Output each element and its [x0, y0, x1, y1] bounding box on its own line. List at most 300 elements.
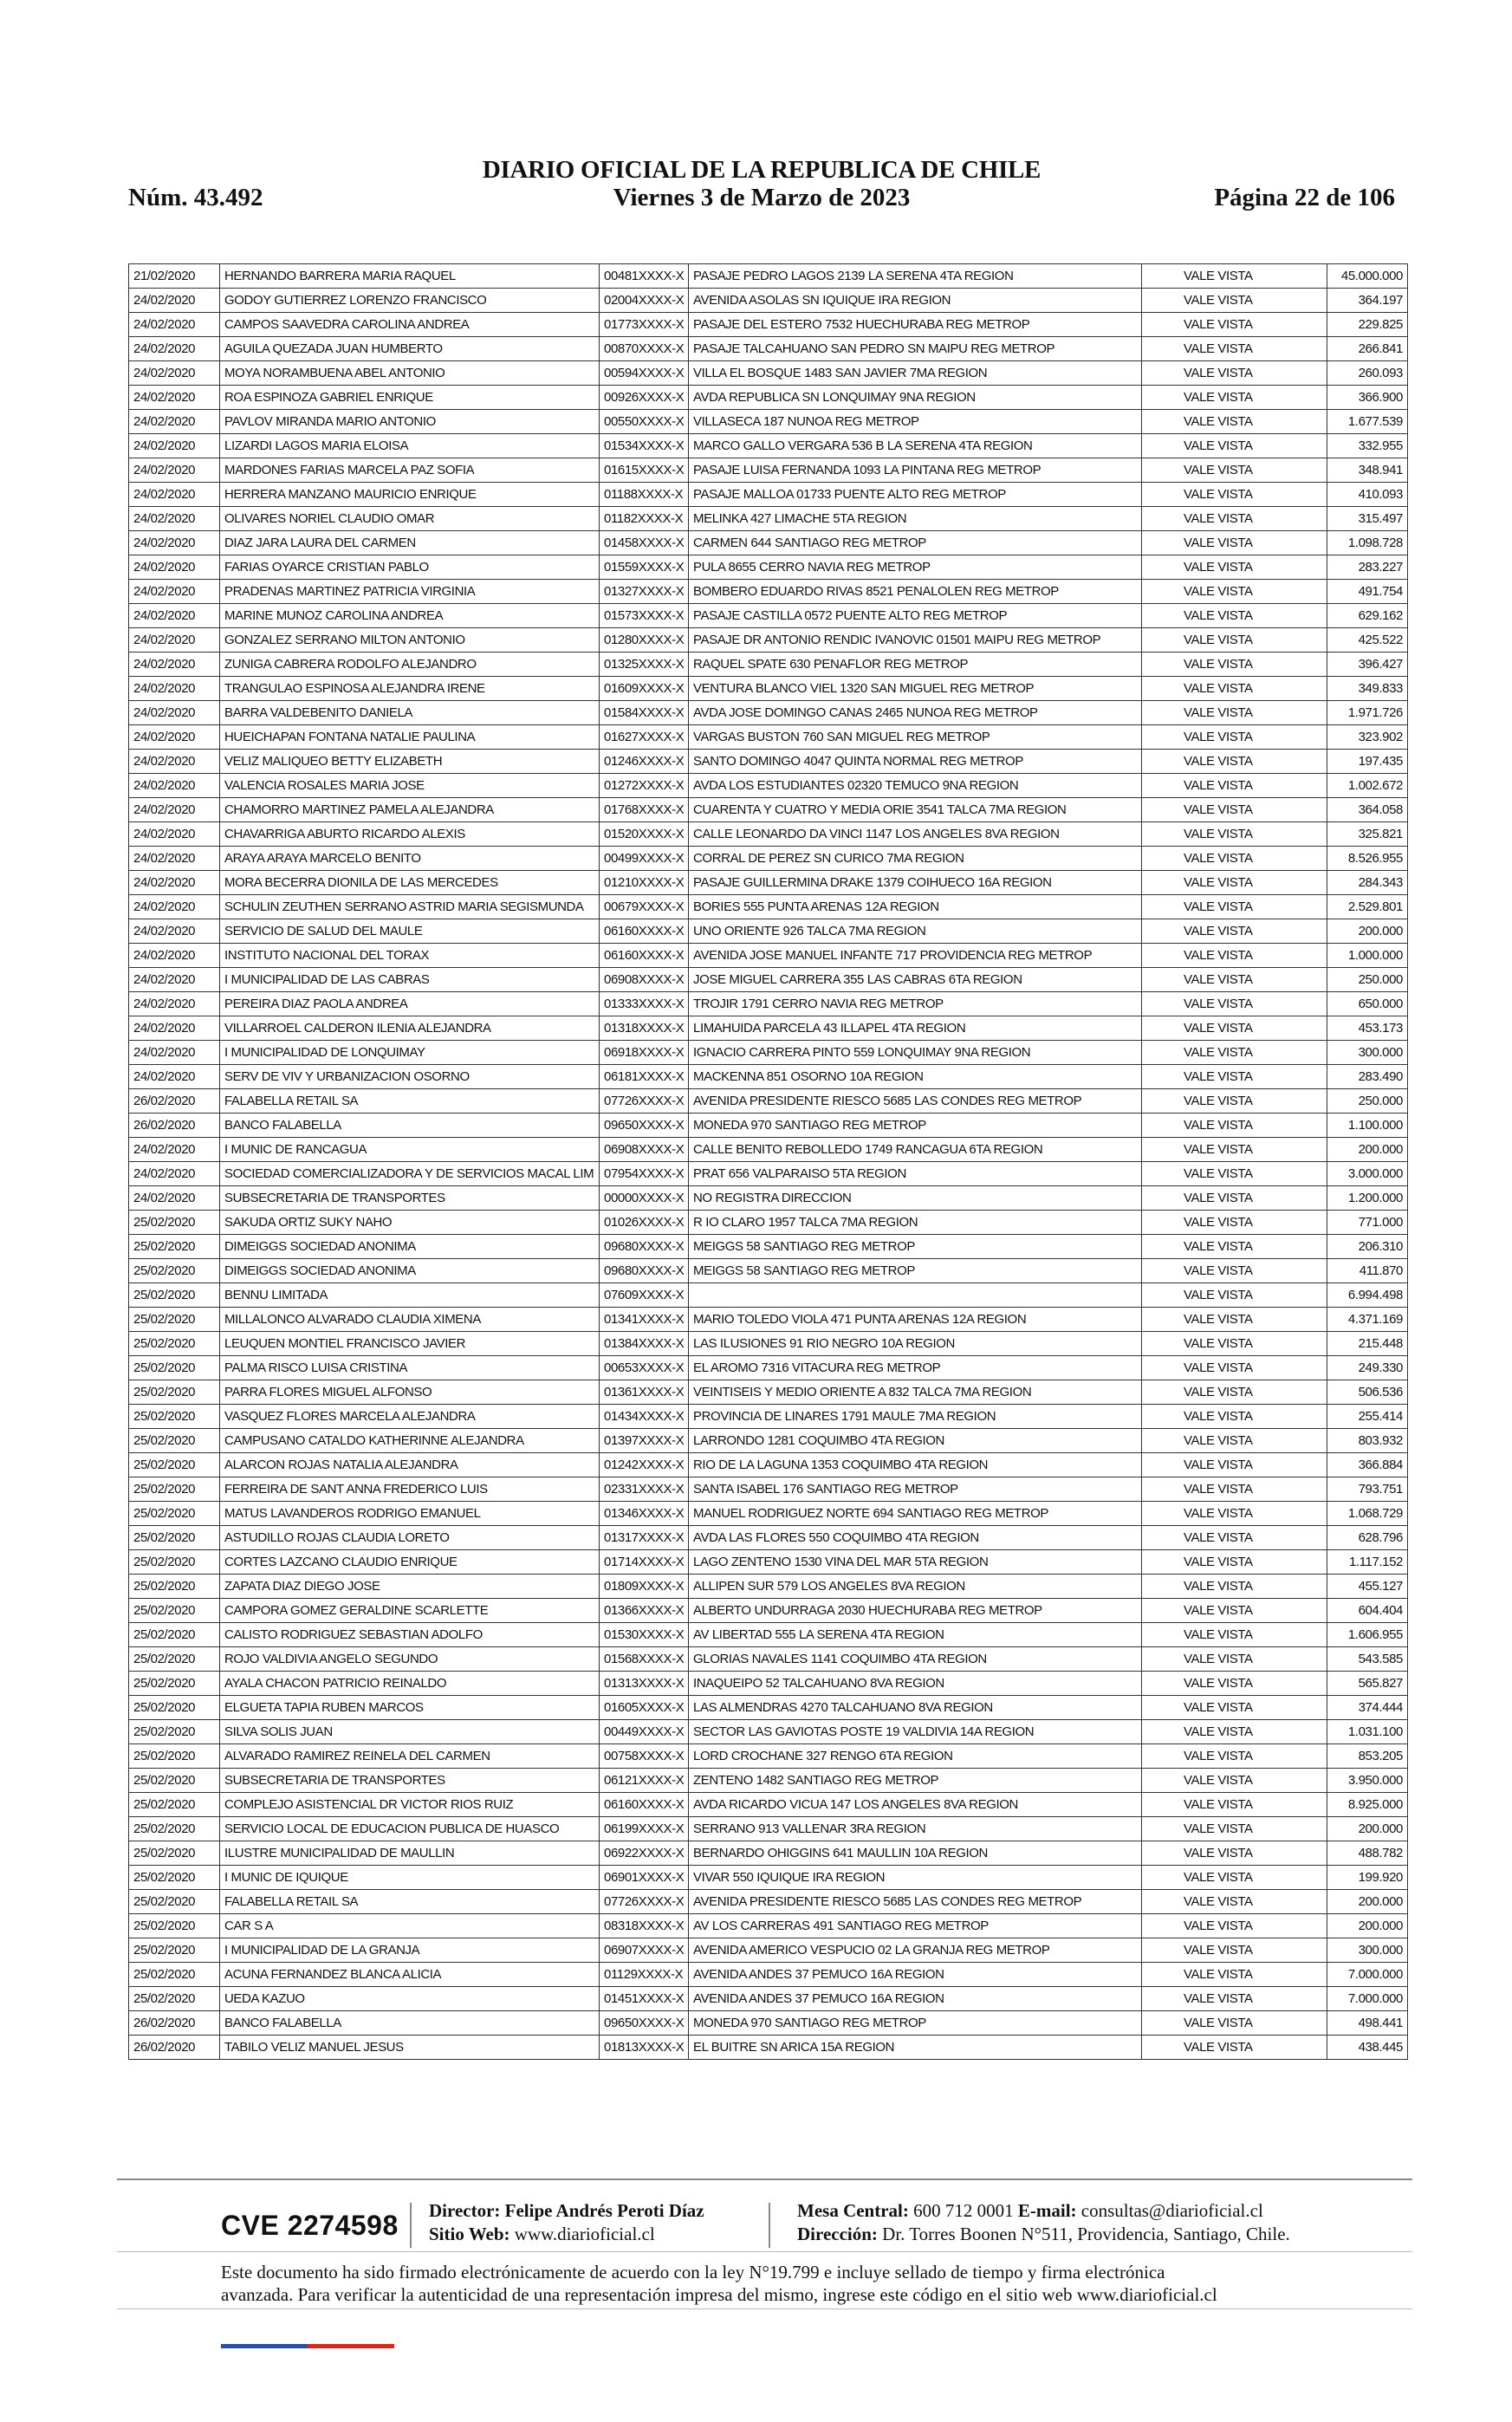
amount-cell: 506.536 — [1327, 1380, 1408, 1405]
rut-cell: 01520XXXX-X — [600, 822, 689, 847]
rut-cell: 01313XXXX-X — [600, 1672, 689, 1696]
amount-cell: 396.427 — [1327, 653, 1408, 677]
table-row — [129, 337, 1408, 361]
name-cell: I MUNIC DE RANCAGUA — [220, 1138, 600, 1162]
rut-cell: 06121XXXX-X — [600, 1769, 689, 1793]
address-cell: GLORIAS NAVALES 1141 COQUIMBO 4TA REGION — [689, 1647, 1142, 1672]
name-cell: CHAMORRO MARTINEZ PAMELA ALEJANDRA — [220, 798, 600, 822]
rut-cell: 06908XXXX-X — [600, 1138, 689, 1162]
payment-type-cell: VALE VISTA — [1142, 337, 1327, 361]
address-cell: EL AROMO 7316 VITACURA REG METROP — [689, 1356, 1142, 1380]
date-cell: 25/02/2020 — [129, 1793, 220, 1817]
name-cell: BANCO FALABELLA — [220, 1114, 600, 1138]
amount-cell: 411.870 — [1327, 1259, 1408, 1283]
name-cell: DIAZ JARA LAURA DEL CARMEN — [220, 531, 600, 555]
date-cell: 25/02/2020 — [129, 1866, 220, 1890]
address-cell: AVENIDA PRESIDENTE RIESCO 5685 LAS CONDES REG METROP — [689, 1890, 1142, 1914]
name-cell: ZUNIGA CABRERA RODOLFO ALEJANDRO — [220, 653, 600, 677]
name-cell: CAMPUSANO CATALDO KATHERINNE ALEJANDRA — [220, 1429, 600, 1453]
rut-cell: 01182XXXX-X — [600, 507, 689, 531]
date-cell: 24/02/2020 — [129, 992, 220, 1016]
table-row — [129, 1283, 1408, 1308]
amount-cell: 255.414 — [1327, 1405, 1408, 1429]
name-cell: SILVA SOLIS JUAN — [220, 1720, 600, 1744]
date-cell: 25/02/2020 — [129, 1890, 220, 1914]
site-label: Sitio Web: — [429, 2224, 510, 2244]
table-row — [129, 1502, 1408, 1526]
address-cell: MONEDA 970 SANTIAGO REG METROP — [689, 2011, 1142, 2036]
rut-cell: 00870XXXX-X — [600, 337, 689, 361]
date-cell: 25/02/2020 — [129, 1599, 220, 1623]
table-row — [129, 1744, 1408, 1769]
amount-cell: 7.000.000 — [1327, 1963, 1408, 1987]
name-cell: GONZALEZ SERRANO MILTON ANTONIO — [220, 628, 600, 653]
rut-cell: 01318XXXX-X — [600, 1016, 689, 1041]
name-cell: PALMA RISCO LUISA CRISTINA — [220, 1356, 600, 1380]
rut-cell: 07609XXXX-X — [600, 1283, 689, 1308]
date-cell: 24/02/2020 — [129, 774, 220, 798]
date-cell: 24/02/2020 — [129, 944, 220, 968]
payment-type-cell: VALE VISTA — [1142, 628, 1327, 653]
payment-type-cell: VALE VISTA — [1142, 992, 1327, 1016]
rut-cell: 00499XXXX-X — [600, 847, 689, 871]
rut-cell: 06160XXXX-X — [600, 944, 689, 968]
amount-cell: 565.827 — [1327, 1672, 1408, 1696]
payment-type-cell: VALE VISTA — [1142, 822, 1327, 847]
rut-cell: 01210XXXX-X — [600, 871, 689, 895]
table-row — [129, 1720, 1408, 1744]
table-row — [129, 1065, 1408, 1089]
rut-cell: 06918XXXX-X — [600, 1041, 689, 1065]
payment-type-cell: VALE VISTA — [1142, 774, 1327, 798]
address-cell: AVENIDA PRESIDENTE RIESCO 5685 LAS CONDES REG METROP — [689, 1089, 1142, 1114]
address-cell: BOMBERO EDUARDO RIVAS 8521 PENALOLEN REG METROP — [689, 580, 1142, 604]
amount-cell: 803.932 — [1327, 1429, 1408, 1453]
date-cell: 26/02/2020 — [129, 2011, 220, 2036]
table-row — [129, 1550, 1408, 1575]
address-cell: TROJIR 1791 CERRO NAVIA REG METROP — [689, 992, 1142, 1016]
name-cell: I MUNICIPALIDAD DE LAS CABRAS — [220, 968, 600, 992]
table-row — [129, 264, 1408, 289]
name-cell: MORA BECERRA DIONILA DE LAS MERCEDES — [220, 871, 600, 895]
page-number: Página 22 de 106 — [1214, 184, 1395, 211]
name-cell: CHAVARRIGA ABURTO RICARDO ALEXIS — [220, 822, 600, 847]
publication-title: DIARIO OFICIAL DE LA REPUBLICA DE CHILE — [482, 156, 1042, 184]
amount-cell: 650.000 — [1327, 992, 1408, 1016]
date-cell: 25/02/2020 — [129, 1502, 220, 1526]
address-cell: AVDA LOS ESTUDIANTES 02320 TEMUCO 9NA REGION — [689, 774, 1142, 798]
amount-cell: 488.782 — [1327, 1841, 1408, 1866]
rut-cell: 01609XXXX-X — [600, 677, 689, 701]
amount-cell: 45.000.000 — [1327, 264, 1408, 289]
payment-type-cell: VALE VISTA — [1142, 1502, 1327, 1526]
table-row — [129, 822, 1408, 847]
address-cell: CARMEN 644 SANTIAGO REG METROP — [689, 531, 1142, 555]
name-cell: I MUNIC DE IQUIQUE — [220, 1866, 600, 1890]
date-cell: 25/02/2020 — [129, 1380, 220, 1405]
amount-cell: 498.441 — [1327, 2011, 1408, 2036]
table-row — [129, 919, 1408, 944]
amount-cell: 7.000.000 — [1327, 1987, 1408, 2011]
table-row — [129, 580, 1408, 604]
address-cell: VIVAR 550 IQUIQUE IRA REGION — [689, 1866, 1142, 1890]
address-cell: LARRONDO 1281 COQUIMBO 4TA REGION — [689, 1429, 1142, 1453]
director-label: Director: — [429, 2200, 501, 2221]
address-cell: AV LIBERTAD 555 LA SERENA 4TA REGION — [689, 1623, 1142, 1647]
payment-type-cell: VALE VISTA — [1142, 555, 1327, 580]
date-cell: 25/02/2020 — [129, 1283, 220, 1308]
address-cell: PASAJE DR ANTONIO RENDIC IVANOVIC 01501 MAIPU REG METROP — [689, 628, 1142, 653]
site-link[interactable]: www.diarioficial.cl — [514, 2224, 655, 2244]
name-cell: AYALA CHACON PATRICIO REINALDO — [220, 1672, 600, 1696]
payment-type-cell: VALE VISTA — [1142, 386, 1327, 410]
table-row — [129, 386, 1408, 410]
payment-type-cell: VALE VISTA — [1142, 1841, 1327, 1866]
table-row — [129, 1186, 1408, 1211]
rut-cell: 00000XXXX-X — [600, 1186, 689, 1211]
director-name: Felipe Andrés Peroti Díaz — [504, 2200, 704, 2221]
date-cell: 25/02/2020 — [129, 1526, 220, 1550]
name-cell: DIMEIGGS SOCIEDAD ANONIMA — [220, 1235, 600, 1259]
date-cell: 26/02/2020 — [129, 1089, 220, 1114]
payment-type-cell: VALE VISTA — [1142, 1356, 1327, 1380]
date-cell: 25/02/2020 — [129, 1696, 220, 1720]
rut-cell: 01627XXXX-X — [600, 725, 689, 750]
address-cell: UNO ORIENTE 926 TALCA 7MA REGION — [689, 919, 1142, 944]
payment-type-cell: VALE VISTA — [1142, 1890, 1327, 1914]
rut-cell: 00758XXXX-X — [600, 1744, 689, 1769]
name-cell: SAKUDA ORTIZ SUKY NAHO — [220, 1211, 600, 1235]
date-cell: 24/02/2020 — [129, 628, 220, 653]
amount-cell: 8.925.000 — [1327, 1793, 1408, 1817]
table-row — [129, 653, 1408, 677]
payment-type-cell: VALE VISTA — [1142, 483, 1327, 507]
amount-cell: 349.833 — [1327, 677, 1408, 701]
name-cell: COMPLEJO ASISTENCIAL DR VICTOR RIOS RUIZ — [220, 1793, 600, 1817]
address-cell: SANTO DOMINGO 4047 QUINTA NORMAL REG METROP — [689, 750, 1142, 774]
name-cell: GODOY GUTIERREZ LORENZO FRANCISCO — [220, 289, 600, 313]
rut-cell: 07726XXXX-X — [600, 1089, 689, 1114]
records-table-container — [128, 263, 1403, 2060]
amount-cell: 200.000 — [1327, 1890, 1408, 1914]
address-cell: LAS ILUSIONES 91 RIO NEGRO 10A REGION — [689, 1332, 1142, 1356]
rut-cell: 00926XXXX-X — [600, 386, 689, 410]
payment-type-cell: VALE VISTA — [1142, 1550, 1327, 1575]
rut-cell: 06160XXXX-X — [600, 919, 689, 944]
table-row — [129, 1647, 1408, 1672]
payment-type-cell: VALE VISTA — [1142, 1526, 1327, 1550]
payment-type-cell: VALE VISTA — [1142, 1914, 1327, 1938]
amount-cell: 6.994.498 — [1327, 1283, 1408, 1308]
amount-cell: 438.445 — [1327, 2036, 1408, 2060]
date-cell: 25/02/2020 — [129, 1769, 220, 1793]
address-cell: LAS ALMENDRAS 4270 TALCAHUANO 8VA REGION — [689, 1696, 1142, 1720]
amount-cell: 3.950.000 — [1327, 1769, 1408, 1793]
amount-cell: 366.884 — [1327, 1453, 1408, 1477]
table-row — [129, 410, 1408, 434]
issue-number: Núm. 43.492 — [128, 184, 263, 211]
address-cell: VEINTISEIS Y MEDIO ORIENTE A 832 TALCA 7MA REGION — [689, 1380, 1142, 1405]
date-cell: 25/02/2020 — [129, 1332, 220, 1356]
name-cell: HERRERA MANZANO MAURICIO ENRIQUE — [220, 483, 600, 507]
rut-cell: 01773XXXX-X — [600, 313, 689, 337]
rut-cell: 01434XXXX-X — [600, 1405, 689, 1429]
payment-type-cell: VALE VISTA — [1142, 1332, 1327, 1356]
address-cell: BORIES 555 PUNTA ARENAS 12A REGION — [689, 895, 1142, 919]
amount-cell: 374.444 — [1327, 1696, 1408, 1720]
payment-type-cell: VALE VISTA — [1142, 1162, 1327, 1186]
rut-cell: 01346XXXX-X — [600, 1502, 689, 1526]
payment-type-cell: VALE VISTA — [1142, 1477, 1327, 1502]
name-cell: MOYA NORAMBUENA ABEL ANTONIO — [220, 361, 600, 386]
date-cell: 24/02/2020 — [129, 725, 220, 750]
phone-value: 600 712 0001 — [913, 2200, 1014, 2221]
amount-cell: 3.000.000 — [1327, 1162, 1408, 1186]
address-cell: PRAT 656 VALPARAISO 5TA REGION — [689, 1162, 1142, 1186]
address-cell: SANTA ISABEL 176 SANTIAGO REG METROP — [689, 1477, 1142, 1502]
payment-type-cell: VALE VISTA — [1142, 1138, 1327, 1162]
amount-cell: 199.920 — [1327, 1866, 1408, 1890]
date-cell: 24/02/2020 — [129, 653, 220, 677]
rut-cell: 01573XXXX-X — [600, 604, 689, 628]
amount-cell: 628.796 — [1327, 1526, 1408, 1550]
payment-type-cell: VALE VISTA — [1142, 289, 1327, 313]
date-cell: 25/02/2020 — [129, 1914, 220, 1938]
address-cell: AVENIDA ANDES 37 PEMUCO 16A REGION — [689, 1987, 1142, 2011]
payment-type-cell: VALE VISTA — [1142, 1938, 1327, 1963]
name-cell: ASTUDILLO ROJAS CLAUDIA LORETO — [220, 1526, 600, 1550]
table-row — [129, 458, 1408, 483]
name-cell: MARINE MUNOZ CAROLINA ANDREA — [220, 604, 600, 628]
amount-cell: 1.002.672 — [1327, 774, 1408, 798]
payment-type-cell: VALE VISTA — [1142, 1259, 1327, 1283]
name-cell: DIMEIGGS SOCIEDAD ANONIMA — [220, 1259, 600, 1283]
date-cell: 25/02/2020 — [129, 1429, 220, 1453]
date-cell: 25/02/2020 — [129, 1841, 220, 1866]
rut-cell: 09680XXXX-X — [600, 1259, 689, 1283]
address-cell: MEIGGS 58 SANTIAGO REG METROP — [689, 1235, 1142, 1259]
name-cell: ALARCON ROJAS NATALIA ALEJANDRA — [220, 1453, 600, 1477]
amount-cell: 1.971.726 — [1327, 701, 1408, 725]
name-cell: CAR S A — [220, 1914, 600, 1938]
name-cell: BARRA VALDEBENITO DANIELA — [220, 701, 600, 725]
date-cell: 24/02/2020 — [129, 289, 220, 313]
address-cell: LAGO ZENTENO 1530 VINA DEL MAR 5TA REGION — [689, 1550, 1142, 1575]
table-row — [129, 1769, 1408, 1793]
amount-cell: 249.330 — [1327, 1356, 1408, 1380]
legal-line: avanzada. Para verificar la autenticidad de una representación impresa del mismo, ingrese este código en el sitio web www.diarioficial.cl — [221, 2284, 1217, 2305]
date-cell: 24/02/2020 — [129, 822, 220, 847]
payment-type-cell: VALE VISTA — [1142, 1380, 1327, 1405]
table-row — [129, 895, 1408, 919]
amount-cell: 629.162 — [1327, 604, 1408, 628]
name-cell: PRADENAS MARTINEZ PATRICIA VIRGINIA — [220, 580, 600, 604]
table-row — [129, 1211, 1408, 1235]
table-row — [129, 1259, 1408, 1283]
amount-cell: 1.100.000 — [1327, 1114, 1408, 1138]
table-row — [129, 1016, 1408, 1041]
amount-cell: 793.751 — [1327, 1477, 1408, 1502]
address-cell: RIO DE LA LAGUNA 1353 COQUIMBO 4TA REGION — [689, 1453, 1142, 1477]
table-row — [129, 1089, 1408, 1114]
table-row — [129, 1914, 1408, 1938]
address-cell: MACKENNA 851 OSORNO 10A REGION — [689, 1065, 1142, 1089]
name-cell: PARRA FLORES MIGUEL ALFONSO — [220, 1380, 600, 1405]
amount-cell: 410.093 — [1327, 483, 1408, 507]
amount-cell: 604.404 — [1327, 1599, 1408, 1623]
table-row — [129, 871, 1408, 895]
legal-notice — [221, 2261, 1313, 2306]
name-cell: FALABELLA RETAIL SA — [220, 1890, 600, 1914]
email-label: E-mail: — [1017, 2200, 1077, 2221]
amount-cell: 348.941 — [1327, 458, 1408, 483]
rut-cell: 09650XXXX-X — [600, 2011, 689, 2036]
date-cell: 25/02/2020 — [129, 1235, 220, 1259]
rut-cell: 01534XXXX-X — [600, 434, 689, 458]
address-cell: PASAJE GUILLERMINA DRAKE 1379 COIHUECO 16A REGION — [689, 871, 1142, 895]
table-row — [129, 434, 1408, 458]
payment-type-cell: VALE VISTA — [1142, 1186, 1327, 1211]
payment-type-cell: VALE VISTA — [1142, 1769, 1327, 1793]
date-cell: 24/02/2020 — [129, 410, 220, 434]
date-cell: 24/02/2020 — [129, 1162, 220, 1186]
name-cell: AGUILA QUEZADA JUAN HUMBERTO — [220, 337, 600, 361]
amount-cell: 1.200.000 — [1327, 1186, 1408, 1211]
amount-cell: 266.841 — [1327, 337, 1408, 361]
payment-type-cell: VALE VISTA — [1142, 604, 1327, 628]
email-link[interactable]: consultas@diarioficial.cl — [1080, 2200, 1263, 2221]
address-cell: MANUEL RODRIGUEZ NORTE 694 SANTIAGO REG METROP — [689, 1502, 1142, 1526]
date-cell: 24/02/2020 — [129, 895, 220, 919]
payment-type-cell: VALE VISTA — [1142, 1647, 1327, 1672]
date-cell: 24/02/2020 — [129, 604, 220, 628]
rut-cell: 00550XXXX-X — [600, 410, 689, 434]
address-cell: PULA 8655 CERRO NAVIA REG METROP — [689, 555, 1142, 580]
address-cell: PASAJE TALCAHUANO SAN PEDRO SN MAIPU REG METROP — [689, 337, 1142, 361]
table-row — [129, 1477, 1408, 1502]
date-cell: 24/02/2020 — [129, 361, 220, 386]
address-cell: AVDA RICARDO VICUA 147 LOS ANGELES 8VA REGION — [689, 1793, 1142, 1817]
date-cell: 25/02/2020 — [129, 1308, 220, 1332]
name-cell: INSTITUTO NACIONAL DEL TORAX — [220, 944, 600, 968]
address-cell: PASAJE PEDRO LAGOS 2139 LA SERENA 4TA REGION — [689, 264, 1142, 289]
contact-block — [797, 2199, 1290, 2246]
address-cell: SECTOR LAS GAVIOTAS POSTE 19 VALDIVIA 14A REGION — [689, 1720, 1142, 1744]
table-row — [129, 1623, 1408, 1647]
date-cell: 25/02/2020 — [129, 1575, 220, 1599]
table-row — [129, 313, 1408, 337]
name-cell: BENNU LIMITADA — [220, 1283, 600, 1308]
name-cell: I MUNICIPALIDAD DE LONQUIMAY — [220, 1041, 600, 1065]
payment-type-cell: VALE VISTA — [1142, 1405, 1327, 1429]
masthead — [128, 156, 1395, 211]
amount-cell: 250.000 — [1327, 968, 1408, 992]
name-cell: PAVLOV MIRANDA MARIO ANTONIO — [220, 410, 600, 434]
payment-type-cell: VALE VISTA — [1142, 847, 1327, 871]
rut-cell: 01451XXXX-X — [600, 1987, 689, 2011]
amount-cell: 206.310 — [1327, 1235, 1408, 1259]
address-cell — [689, 1283, 1142, 1308]
table-row — [129, 750, 1408, 774]
amount-cell: 366.900 — [1327, 386, 1408, 410]
date-cell: 24/02/2020 — [129, 701, 220, 725]
address-cell: AVENIDA JOSE MANUEL INFANTE 717 PROVIDENCIA REG METROP — [689, 944, 1142, 968]
address-cell: CALLE LEONARDO DA VINCI 1147 LOS ANGELES 8VA REGION — [689, 822, 1142, 847]
rut-cell: 01397XXXX-X — [600, 1429, 689, 1453]
amount-cell: 200.000 — [1327, 919, 1408, 944]
rut-cell: 00679XXXX-X — [600, 895, 689, 919]
payment-type-cell: VALE VISTA — [1142, 1283, 1327, 1308]
address-cell: LIMAHUIDA PARCELA 43 ILLAPEL 4TA REGION — [689, 1016, 1142, 1041]
name-cell: ARAYA ARAYA MARCELO BENITO — [220, 847, 600, 871]
name-cell: TRANGULAO ESPINOSA ALEJANDRA IRENE — [220, 677, 600, 701]
rut-cell: 01280XXXX-X — [600, 628, 689, 653]
table-row — [129, 1866, 1408, 1890]
address-cell: AVENIDA AMERICO VESPUCIO 02 LA GRANJA REG METROP — [689, 1938, 1142, 1963]
table-row — [129, 1162, 1408, 1186]
table-row — [129, 847, 1408, 871]
date-cell: 24/02/2020 — [129, 1041, 220, 1065]
rut-cell: 01317XXXX-X — [600, 1526, 689, 1550]
name-cell: OLIVARES NORIEL CLAUDIO OMAR — [220, 507, 600, 531]
payment-type-cell: VALE VISTA — [1142, 1599, 1327, 1623]
table-row — [129, 628, 1408, 653]
date-cell: 24/02/2020 — [129, 507, 220, 531]
date-cell: 25/02/2020 — [129, 1672, 220, 1696]
flag-red-stripe — [308, 2344, 394, 2348]
amount-cell: 1.677.539 — [1327, 410, 1408, 434]
address-cell: CALLE BENITO REBOLLEDO 1749 RANCAGUA 6TA REGION — [689, 1138, 1142, 1162]
amount-cell: 260.093 — [1327, 361, 1408, 386]
payment-type-cell: VALE VISTA — [1142, 653, 1327, 677]
table-row — [129, 2036, 1408, 2060]
table-row — [129, 1308, 1408, 1332]
payment-type-cell: VALE VISTA — [1142, 1720, 1327, 1744]
date-cell: 25/02/2020 — [129, 1720, 220, 1744]
payment-type-cell: VALE VISTA — [1142, 2036, 1327, 2060]
table-row — [129, 289, 1408, 313]
footer-bottom-rule — [117, 2308, 1412, 2309]
rut-cell: 01530XXXX-X — [600, 1623, 689, 1647]
address-cell: AV LOS CARRERAS 491 SANTIAGO REG METROP — [689, 1914, 1142, 1938]
rut-cell: 01568XXXX-X — [600, 1647, 689, 1672]
amount-cell: 200.000 — [1327, 1138, 1408, 1162]
rut-cell: 01458XXXX-X — [600, 531, 689, 555]
payment-type-cell: VALE VISTA — [1142, 798, 1327, 822]
amount-cell: 1.031.100 — [1327, 1720, 1408, 1744]
table-row — [129, 1332, 1408, 1356]
address-cell: NO REGISTRA DIRECCION — [689, 1186, 1142, 1211]
name-cell: ELGUETA TAPIA RUBEN MARCOS — [220, 1696, 600, 1720]
address-cell: PASAJE MALLOA 01733 PUENTE ALTO REG METROP — [689, 483, 1142, 507]
payment-type-cell: VALE VISTA — [1142, 458, 1327, 483]
date-cell: 24/02/2020 — [129, 871, 220, 895]
table-row — [129, 701, 1408, 725]
table-row — [129, 555, 1408, 580]
amount-cell: 455.127 — [1327, 1575, 1408, 1599]
amount-cell: 197.435 — [1327, 750, 1408, 774]
amount-cell: 1.098.728 — [1327, 531, 1408, 555]
date-cell: 24/02/2020 — [129, 847, 220, 871]
date-cell: 25/02/2020 — [129, 1963, 220, 1987]
amount-cell: 229.825 — [1327, 313, 1408, 337]
table-row — [129, 531, 1408, 555]
rut-cell: 01714XXXX-X — [600, 1550, 689, 1575]
address-cell: EL BUITRE SN ARICA 15A REGION — [689, 2036, 1142, 2060]
name-cell: VILLARROEL CALDERON ILENIA ALEJANDRA — [220, 1016, 600, 1041]
date-cell: 24/02/2020 — [129, 483, 220, 507]
date-cell: 25/02/2020 — [129, 1356, 220, 1380]
